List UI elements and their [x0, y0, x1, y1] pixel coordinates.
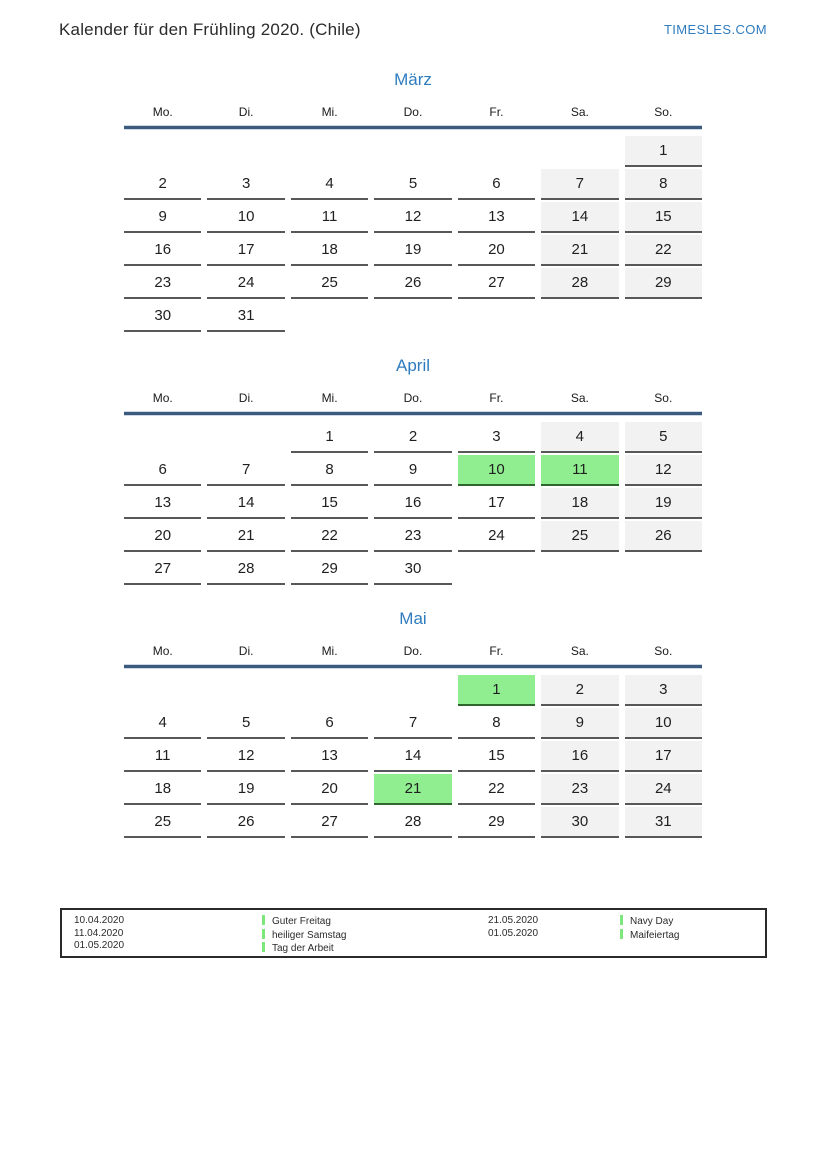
legend-date: 11.04.2020 — [74, 927, 124, 939]
legend-date: 10.04.2020 — [74, 915, 125, 926]
weekday-label: Do. — [403, 105, 423, 119]
day-cell: 14 — [541, 202, 618, 233]
day-cell: 14 — [374, 741, 451, 772]
day-cell: 29 — [458, 807, 535, 838]
day-cell: 15 — [458, 741, 535, 772]
weekday-label: Di. — [238, 391, 254, 405]
legend-date: 01.05.2020 — [74, 940, 125, 951]
day-cell: 11 — [541, 455, 618, 486]
day-cell: 6 — [291, 708, 368, 739]
week-row — [124, 268, 702, 299]
holiday-marker-icon — [620, 929, 623, 939]
day-cell: 7 — [207, 455, 284, 486]
day-cell: 27 — [291, 807, 368, 838]
legend-dates-column — [488, 915, 620, 951]
week-row — [124, 455, 702, 486]
empty-cell — [541, 554, 618, 585]
day-cell: 19 — [207, 774, 284, 805]
day-cell: 22 — [291, 521, 368, 552]
month-title: Mai — [399, 609, 427, 628]
week-row — [124, 774, 702, 805]
empty-cell — [458, 301, 535, 332]
day-cell: 23 — [541, 774, 618, 805]
weekday-label: So. — [654, 105, 673, 119]
day-cell: 13 — [124, 488, 201, 519]
week-row — [124, 136, 702, 167]
day-cell: 24 — [207, 268, 284, 299]
weekday-label: Sa. — [570, 105, 589, 119]
empty-cell — [207, 422, 284, 453]
week-row — [124, 235, 702, 266]
legend-entry — [620, 929, 753, 943]
day-cell: 1 — [291, 422, 368, 453]
month-section-märz — [124, 70, 702, 332]
weekday-label: So. — [654, 644, 673, 658]
day-cell: 26 — [374, 268, 451, 299]
empty-cell — [374, 675, 451, 706]
day-cell: 23 — [374, 521, 451, 552]
calendar — [124, 70, 702, 862]
day-cell: 12 — [625, 455, 702, 486]
day-cell: 6 — [124, 455, 201, 486]
month-separator — [124, 412, 702, 415]
empty-cell — [124, 136, 201, 167]
legend-date: 01.05.2020 — [488, 927, 539, 939]
empty-cell — [124, 422, 201, 453]
week-row — [124, 554, 702, 585]
day-cell: 3 — [625, 675, 702, 706]
day-cell: 13 — [458, 202, 535, 233]
legend-date: 21.05.2020 — [488, 915, 539, 926]
day-cell: 28 — [207, 554, 284, 585]
day-cell: 4 — [124, 708, 201, 739]
week-row — [124, 741, 702, 772]
day-cell: 25 — [541, 521, 618, 552]
week-row — [124, 675, 702, 706]
holiday-marker-icon — [262, 915, 265, 925]
day-cell: 9 — [124, 202, 201, 233]
weekday-label: Mi. — [321, 105, 338, 119]
day-cell: 29 — [625, 268, 702, 299]
day-cell: 10 — [207, 202, 284, 233]
legend-entry — [262, 942, 488, 956]
day-cell: 25 — [291, 268, 368, 299]
weekday-label: Mi. — [321, 644, 338, 658]
empty-cell — [207, 675, 284, 706]
day-cell: 18 — [541, 488, 618, 519]
day-cell: 26 — [625, 521, 702, 552]
weekday-label: Di. — [238, 644, 254, 658]
holiday-marker-icon — [262, 942, 265, 952]
month-separator — [124, 126, 702, 129]
weekday-header-row — [124, 644, 702, 658]
day-cell: 17 — [207, 235, 284, 266]
day-cell: 4 — [291, 169, 368, 200]
day-cell: 20 — [458, 235, 535, 266]
day-cell: 17 — [458, 488, 535, 519]
day-cell: 30 — [374, 554, 451, 585]
day-cell: 25 — [124, 807, 201, 838]
weekday-label: Do. — [403, 391, 423, 405]
day-cell: 30 — [541, 807, 618, 838]
day-cell: 16 — [374, 488, 451, 519]
week-row — [124, 807, 702, 838]
weekday-label: So. — [654, 391, 673, 405]
day-cell: 13 — [291, 741, 368, 772]
day-cell: 18 — [291, 235, 368, 266]
day-cell: 27 — [458, 268, 535, 299]
weekday-label: Mi. — [321, 391, 338, 405]
empty-cell — [541, 301, 618, 332]
month-title: April — [395, 356, 430, 375]
weekday-label: Sa. — [570, 644, 589, 658]
legend-entry — [620, 915, 753, 929]
legend-label: Guter Freitag — [272, 916, 331, 927]
legend-label: Maifeiertag — [630, 929, 680, 941]
day-cell: 9 — [374, 455, 451, 486]
legend-labels-column — [620, 915, 753, 951]
page-header — [59, 20, 767, 40]
day-cell: 23 — [124, 268, 201, 299]
empty-cell — [541, 136, 618, 167]
day-cell: 20 — [291, 774, 368, 805]
day-cell: 15 — [625, 202, 702, 233]
day-cell: 5 — [374, 169, 451, 200]
legend-labels-column — [262, 915, 488, 954]
week-row — [124, 708, 702, 739]
empty-cell — [374, 136, 451, 167]
day-cell: 22 — [458, 774, 535, 805]
day-cell: 20 — [124, 521, 201, 552]
day-cell: 29 — [291, 554, 368, 585]
day-cell: 19 — [374, 235, 451, 266]
weekday-label: Do. — [403, 644, 423, 658]
weekday-label: Sa. — [570, 391, 589, 405]
day-cell: 8 — [458, 708, 535, 739]
week-row — [124, 301, 702, 332]
day-cell: 16 — [541, 741, 618, 772]
day-cell: 31 — [207, 301, 284, 332]
day-cell: 12 — [207, 741, 284, 772]
day-cell: 5 — [207, 708, 284, 739]
day-cell: 6 — [458, 169, 535, 200]
week-row — [124, 521, 702, 552]
weekday-label: Fr. — [489, 391, 504, 405]
day-cell: 24 — [625, 774, 702, 805]
weekday-label: Mo. — [152, 105, 173, 119]
day-cell: 8 — [625, 169, 702, 200]
weekday-header-row — [124, 105, 702, 119]
empty-cell — [458, 136, 535, 167]
day-cell: 5 — [625, 422, 702, 453]
weekday-label: Di. — [238, 105, 254, 119]
empty-cell — [291, 675, 368, 706]
day-cell: 19 — [625, 488, 702, 519]
weekday-label: Mo. — [152, 644, 173, 658]
month-separator — [124, 665, 702, 668]
day-cell: 16 — [124, 235, 201, 266]
day-cell: 21 — [374, 774, 451, 805]
day-cell: 10 — [625, 708, 702, 739]
day-cell: 28 — [374, 807, 451, 838]
day-cell: 21 — [207, 521, 284, 552]
day-cell: 21 — [541, 235, 618, 266]
day-cell: 2 — [374, 422, 451, 453]
empty-cell — [291, 136, 368, 167]
day-cell: 31 — [625, 807, 702, 838]
day-cell: 4 — [541, 422, 618, 453]
day-cell: 14 — [207, 488, 284, 519]
day-cell: 28 — [541, 268, 618, 299]
empty-cell — [625, 301, 702, 332]
legend-label: Tag der Arbeit — [272, 943, 334, 954]
legend-box — [60, 908, 767, 958]
day-cell: 10 — [458, 455, 535, 486]
day-cell: 12 — [374, 202, 451, 233]
week-row — [124, 169, 702, 200]
empty-cell — [374, 301, 451, 332]
day-cell: 15 — [291, 488, 368, 519]
day-cell: 2 — [541, 675, 618, 706]
day-cell: 24 — [458, 521, 535, 552]
holiday-marker-icon — [620, 915, 623, 925]
day-cell: 30 — [124, 301, 201, 332]
day-cell: 1 — [625, 136, 702, 167]
weekday-label: Fr. — [489, 644, 504, 658]
day-cell: 11 — [124, 741, 201, 772]
day-cell: 26 — [207, 807, 284, 838]
legend-label: Navy Day — [630, 916, 674, 927]
day-cell: 7 — [374, 708, 451, 739]
day-cell: 3 — [207, 169, 284, 200]
holiday-marker-icon — [262, 929, 265, 939]
day-cell: 9 — [541, 708, 618, 739]
week-row — [124, 488, 702, 519]
day-cell: 3 — [458, 422, 535, 453]
week-row — [124, 202, 702, 233]
day-cell: 22 — [625, 235, 702, 266]
page-title: Kalender für den Frühling 2020. (Chile) — [59, 20, 361, 39]
month-section-april — [124, 356, 702, 585]
week-row — [124, 422, 702, 453]
weekday-header-row — [124, 391, 702, 405]
empty-cell — [458, 554, 535, 585]
day-cell: 8 — [291, 455, 368, 486]
empty-cell — [124, 675, 201, 706]
empty-cell — [625, 554, 702, 585]
month-section-mai — [124, 609, 702, 838]
day-cell: 17 — [625, 741, 702, 772]
day-cell: 11 — [291, 202, 368, 233]
empty-cell — [291, 301, 368, 332]
legend-entry — [262, 915, 488, 929]
day-cell: 2 — [124, 169, 201, 200]
legend-entry — [262, 929, 488, 943]
day-cell: 27 — [124, 554, 201, 585]
legend-label: heiliger Samstag — [272, 929, 347, 941]
day-cell: 18 — [124, 774, 201, 805]
site-link[interactable]: TIMESLES.COM — [663, 22, 767, 37]
legend-dates-column — [74, 915, 262, 951]
empty-cell — [207, 136, 284, 167]
weekday-label: Mo. — [152, 391, 173, 405]
day-cell: 1 — [458, 675, 535, 706]
weekday-label: Fr. — [489, 105, 504, 119]
month-title: März — [394, 70, 432, 89]
day-cell: 7 — [541, 169, 618, 200]
